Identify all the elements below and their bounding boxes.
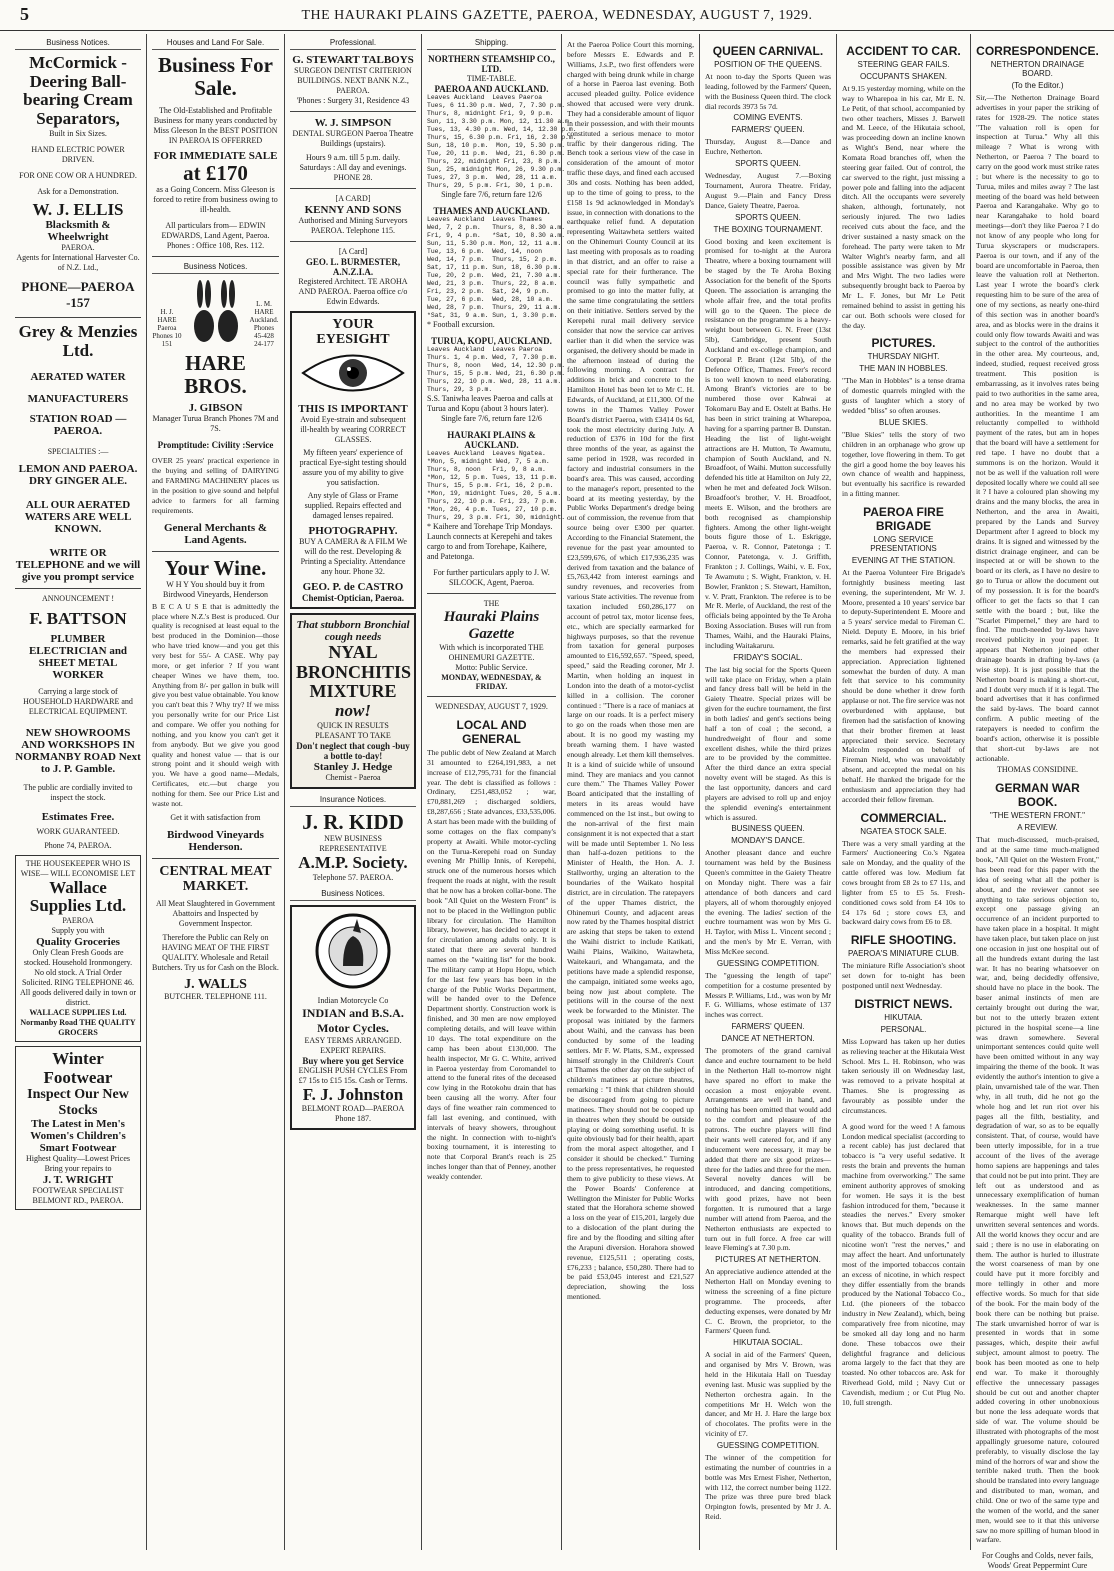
hare-left-contact: H. J. HARE Paeroa Phones 10 151 bbox=[152, 308, 182, 349]
correspondence-heading: CORRESPONDENCE. bbox=[976, 44, 1099, 58]
to-editor: (To the Editor.) bbox=[1011, 81, 1064, 90]
paeroa-auckland-heading: PAEROA AND AUCKLAND. bbox=[434, 84, 549, 94]
eyesight-experience: My fifteen years' experience of practical Eye-sight testing should assure you of my ability to give you satisfaction. bbox=[299, 447, 407, 487]
guessing-body: The "guessing the length of tape" competition for a costume presented by Messrs P. Williams, Ltd., was won by Mr F. G. Williams, whose estimate of 137 inches was correct. bbox=[705, 970, 831, 1020]
section-heading: Business Notices. bbox=[290, 889, 416, 901]
letter-signature: THOMAS CONSIDINE. bbox=[997, 765, 1078, 775]
burmester-detail: Registered Architect. TE AROHA AND PAEROA. Paeroa office c/o Edwin Edwards. bbox=[298, 277, 408, 306]
divider bbox=[15, 317, 141, 318]
sports-queen-heading-2: SPORTS QUEEN. bbox=[735, 212, 801, 222]
further-particulars: For further particulars apply to J. W. SILCOCK, Agent, Paeroa. bbox=[433, 568, 550, 587]
hare-right-contact: L. M. HARE Auckland. Phones 45-428 24-177 bbox=[249, 300, 279, 349]
netherton-dance-heading: DANCE AT NETHERTON. bbox=[721, 1034, 815, 1044]
battson-showrooms: NEW SHOWROOMS AND WORKSHOPS IN NORMANBY ROAD Next to J. P. Gamble. bbox=[15, 726, 141, 775]
turua-kopu-heading: TURUA, KOPU, AUCKLAND. bbox=[431, 336, 552, 346]
hobbles-body: "The Man in Hobbles" is a tense drama of domestic quarrels mingled with the gusts of laughter which a story of wedded "bliss" so often arouses. bbox=[842, 376, 965, 416]
friday-social-heading: FRIDAY'S SOCIAL. bbox=[733, 652, 803, 662]
all-our-waters: ALL OUR AERATED WATERS ARE WELL KNOWN. bbox=[24, 498, 132, 535]
turua-kopu-timetable: Leaves Auckland Leaves Paeroa Thurs. 1, 4 p.m. Wed, 7, 7.30 p.m. Thurs, 8, noon Wed, 14, 12.30 p.m. Thurs, 15, 5 p.m. Wed, 21, 6.30 p.m. Thurs, 22, 10 p.m. Wed, 28, 11 a.m. Thurs, 29, 3 p.m. bbox=[427, 346, 566, 393]
wallace-supplies-ad bbox=[15, 855, 141, 1042]
winter-prices: Highest Quality—Lowest Prices bbox=[26, 1154, 130, 1164]
column-professional bbox=[285, 34, 422, 1550]
divider bbox=[152, 551, 279, 552]
ngatea-body: There was a very small yarding at the Farmers' Auctioneering Co.'s Ngatea sale on Monday, and the quality of the cattle offered was low. Medium fat cows brought from £8 2s to £7 11s, and lighter from £5 to £5 5s. Fresh-conditioned cows sold from £4 10s to £4 17s 6d ; store cows £3, and backward dairy cows from £6 to £8. bbox=[842, 838, 965, 927]
kaihere-note: * Kaihere and Torehape Trip Mondays. Launch connects at Kerepehi and takes cargo to and from Torehape, Kaihere, and Patetonga. bbox=[427, 522, 553, 561]
business-sale-particulars: All particulars from— EDWIN EDWARDS, Land Agent, Paeroa. Phones : Office 108, Res. 112. bbox=[161, 221, 270, 251]
divider bbox=[427, 696, 556, 697]
hedge-name: Stanley J. Hedge bbox=[313, 760, 393, 773]
photography: PHOTOGRAPHY. bbox=[308, 524, 398, 537]
nyal-name: NYAL BRONCHITIS MIXTURE bbox=[296, 641, 412, 702]
eye-icon bbox=[298, 348, 408, 398]
rifle-heading: RIFLE SHOOTING. bbox=[850, 933, 957, 948]
talboys-detail: SURGEON DENTIST CRITERION BUILDINGS. NEXT BANK N.Z., PAEROA. bbox=[294, 66, 412, 95]
review-body: That much-discussed, much-praised, and at the same time much-maligned book, "All Quiet on the Western Front," has been read for this paper with the idea of seeing what all the pother is about, and the reviewer cannot see anything to take serious objection to, except one passage giving an occurrence of an incident purported to have taken place in a hospital. It might have taken place, but taken place on just one occasion in just one hospital out of all the hundreds extant during the last war. It has no bearing whatsoever on war, and, being decidedly offensive, should have no place in the book. The baser animal instincts of men are certainly brought out during the war, but not to the utterly brazen extent pictured in the hospital scene—a line was drawn somewhere. Several unimportant sentences could quite well have been omitted without in any way impairing the theme of the book. It was evidently the author's intention to give a plain, unvarnished tale of the war. Then why, in all truth, did he not go the whole hog and let run riot over his pages all the filth, bestiality, and degradation of war, so as to be equally consistent. That, of course, would have been utterly impossible, for in a true account of the lives of the average homo sapiens are happenings and tales that could not be put into print. They are left out as understood and as unnecessary exemplification of human weaknesses. In the same manner Remarque might well have left unwritten several sentences and words. All the world knows they occur and are said ; there is no use in elaborating on them. The author is hurled to illustrate the worst coarseness of man by one could have put it more forcibly and more tellingly in other and more effective words. So much for that side of the book. For the main body of the book there can be nothing but praise. The stark unvarnished horror of war is presented in words that in some passages, which, despite their awful subject, amount almost to poetry. The book has been mooted as one to help end war. To make it thoroughly effective the unnecessary passages should be cut out and another chapter added covering in other unobnoxious but none the less adequate words that side of war. The volume should be illustrated with photographs of the most appallingly gruesome nature, coloured preferably, to visually disclose the lay mind of the horrors of war and show the terrible naked truth. Then the book should be translated into every language and distributed to man, woman, and child. One or two of the same type and the women of the world, and the saner men, would see to it that this universe saw no more spilling of human blood in warfare. bbox=[976, 835, 1099, 1545]
hikutaia-social-body: A social in aid of the Farmers' Queen, and organised by Mrs V. Brown, was held in the Hikutaia Hall on Tuesday evening last. Music was supplied by the Netherton orchestra again. In the competitions Mr H. Welch won the dancer, and Mr H. J. Hare the large box of chocolates. The profits were in the vicinity of £7. bbox=[705, 1350, 831, 1439]
burmester-name: GEO. L. BURMESTER, A.N.Z.I.A. bbox=[305, 257, 401, 277]
photography-detail: BUY A CAMERA & A FILM We will do the rest. Developing & Printing a Speciality. Attendance any hour. Phone 32. bbox=[299, 536, 407, 576]
castro-name: GEO. P. de CASTRO bbox=[302, 580, 404, 593]
local-general-heading: LOCAL AND GENERAL bbox=[456, 718, 527, 746]
battson-trades: PLUMBER ELECTRICIAN and SHEET METAL WORKER bbox=[28, 632, 128, 681]
commercial-heading: COMMERCIAL. bbox=[860, 810, 947, 825]
kenny-name: KENNY AND SONS bbox=[304, 204, 402, 216]
taniwha-note: S.S. Taniwha leaves Paeroa and calls at Turua and Kopu (about 3 hours later). bbox=[427, 394, 553, 413]
kidd-name: J. R. KIDD bbox=[302, 809, 404, 834]
single-fare: Single fare 7/6, return fare 12/6 bbox=[441, 190, 542, 199]
specialties: SPECIALTIES :— bbox=[47, 446, 109, 456]
winter-latest: The Latest in Men's Women's Children's Smart Footwear bbox=[30, 1118, 126, 1155]
grey-menzies-title: Grey & Menzies Ltd. bbox=[18, 322, 138, 361]
wine-title: Your Wine. bbox=[164, 555, 267, 580]
hare-bros-ad bbox=[152, 278, 279, 348]
hauraki-auckland-timetable: Leaves Auckland Leaves Ngatea. *Mon, 5, midnight Wed, 7, 5 a.m. Thurs, 8, noon Fri, 9, 8 a.m. *Mon, 12, 5 p.m. Tues, 13, 11 p.m. Thurs, 15, 5 p.m. Fri, 16, 2 p.m. *Mon, 19, midnight Tues, 20, 5 a.m. Thurs, 22, 10 p.m. Fri, 23, 7 p.m. *Mon, 26, 4 p.m. Tues, 27, 10 p.m. Thurs, 29, 3 p.m. Fri, 30, midnight. bbox=[427, 450, 566, 521]
sports-queen-body: Wednesday, August 7.—Boxing Tournament, Aurora Theatre. Friday, August 9.—Plain and Fancy Dress Dance, Gaiety Theatre, Paeroa. bbox=[705, 171, 831, 210]
wine-why: W H Y You should buy it from Birdwood Vineyards, Henderson bbox=[163, 579, 268, 599]
section-heading: Business Notices. bbox=[152, 262, 279, 274]
battson-guaranteed: WORK GUARANTEED. bbox=[36, 826, 120, 836]
amp-society: A.M.P. Society. bbox=[298, 852, 408, 872]
column-local-news bbox=[562, 34, 700, 1550]
housekeeper-line: THE HOUSEKEEPER WHO IS WISE— WILL ECONOMISE LET bbox=[20, 858, 136, 878]
queen-carnival-heading: QUEEN CARNIVAL. bbox=[712, 44, 824, 58]
rabbit-icon bbox=[186, 278, 246, 348]
amp-telephone: Telephone 57. PAEROA. bbox=[312, 872, 394, 882]
accident-body: At 9.15 yesterday morning, while on the way to Wharepoa in his car, Mr E. N. Le Petit, of that school, accompanied by two other teachers, Misses J. Barwell and M. Leece, of the Hikutaia school, was proceeding down an incline known as Wight's Bend, near where the Komata Road branches off, when the steering gear failed. Out of control, the car swerved to the right, just missing a power pole and falling into the adjacent ditch. All the occupants were severely shaken, although, fortunately, not seriously injured. The two ladies received cuts about the face, and the driver sustained a nasty smack on the forehead. The party were taken to Mr Walter Wight's nearby farm, and all possible assistance was given by Mr and Mrs Wight. The two ladies were subsequently brought back to Paeroa by Mr L. F. Jones, but Mr Le Petit remained behind to assist in getting his car out. Both schools were closed for the day. bbox=[842, 84, 965, 330]
divider bbox=[152, 256, 279, 257]
johnston-name: F. J. Johnston bbox=[302, 1084, 404, 1104]
kidd-detail: NEW BUSINESS REPRESENTATIVE bbox=[319, 833, 387, 853]
battson-name: F. BATTSON bbox=[29, 608, 127, 628]
business-sale-body: The Old-Established and Profitable Business for many years conducted by Miss Gleeson In the BEST POSITION IN PAEROA IS OFFERRED bbox=[153, 106, 278, 146]
monday-dance-heading: MONDAY'S DANCE. bbox=[731, 836, 805, 846]
ellis-agents: Agents for International Harvester Co. of N.Z. Ltd., bbox=[16, 253, 140, 273]
nyal-top: That stubborn Bronchial cough needs bbox=[296, 618, 410, 643]
tobacco-body: A good word for the weed ! A famous London medical specialist (according to a recent cable) has just declared that tobacco is "a very useful sedative. It rests the brain and prevents the human machine from overworking." The same eminent authority approves of smoking for women. He says it is the best fashion introduced for them, "because it steadies the nerves." Every smoker knows that. But much depends on the quality of the tobacco. Brands full of nicotine won't "rest the nerves," and may affect the heart. And unfortunately most of the imported tobaccos contain an excess of nicotine, in which respect they differ essentially from the brands produced by the National Tobacco Co., Ltd. (the pioneers of the tobacco industry in New Zealand), which, being comparatively free from nicotine, may be smoked all day long and no harm done. These tobaccos owe their delightful fragrance and delicious aroma largely to the fact that they are toasted. No other tobaccos are. Ask for Riverhead Gold, mild ; Navy Cut or Cavendish, medium ; or Cut Plug No. 10, full strength. bbox=[842, 1121, 965, 1407]
newspaper-columns bbox=[10, 34, 1104, 1571]
eyesight-avoid: Avoid Eye-strain and subsequent ill-health by wearing CORRECT GLASSES. bbox=[300, 414, 406, 444]
eyesight-title: YOUR EYESIGHT bbox=[316, 317, 390, 348]
farmers-queen-heading: FARMERS' QUEEN. bbox=[731, 125, 805, 135]
gazette-the: THE bbox=[483, 599, 500, 608]
winter-title: Winter Footwear bbox=[43, 1048, 113, 1087]
long-service-subheading: LONG SERVICE PRESENTATIONS bbox=[870, 534, 937, 553]
divider bbox=[152, 858, 279, 859]
central-meat-title: CENTRAL MEAT MARKET. bbox=[159, 863, 272, 895]
mccormick-power: HAND ELECTRIC POWER DRIVEN. bbox=[31, 144, 125, 164]
battson-invited: The public are cordially invited to inspect the stock. bbox=[23, 782, 133, 802]
wallace-groceries: Quality Groceries bbox=[36, 935, 120, 948]
steering-subheading: STEERING GEAR FAILS. bbox=[857, 60, 950, 69]
review-subheading: A REVIEW. bbox=[1017, 823, 1058, 833]
section-heading: Shipping. bbox=[427, 38, 556, 50]
winter-inspect: Inspect Our New Stocks bbox=[27, 1087, 129, 1118]
moto-logo-text: Indian Motorcycle Co bbox=[317, 995, 389, 1005]
ellis-phone: PHONE—PAEROA -157 bbox=[21, 279, 135, 311]
simpson-phone: PHONE 28. bbox=[333, 173, 373, 182]
column-business-notices bbox=[10, 34, 147, 1550]
blue-skies-subheading: BLUE SKIES. bbox=[879, 417, 928, 427]
farmers-queen-heading-2: FARMERS' QUEEN. bbox=[731, 1022, 805, 1032]
column-houses-land bbox=[147, 34, 285, 1550]
wallace-title: Wallace Supplies Ltd. bbox=[29, 877, 127, 916]
thames-auckland-timetable: Leaves Auckland Leaves Thames Wed, 7, 2 p.m. Thurs, 8, 8.30 a.m. Fri, 9, 4 p.m. *Sat, 10, 8.30 a.m. Sun, 11, 5.30 p.m. Mon, 12, 11 a.m. Tue, 13, 6 p.m. Wed, 14, noon Wed, 14, 7 p.m. Thurs, 15, 2 p.m. Sat, 17, 11 p.m. Sun, 18, 6.30 p.m. Tue, 20, 2 p.m. Wed, 21, 7.30 a.m. Wed, 21, 3 p.m. Thurs, 22, 8 a.m. Fri, 23, 2 p.m. Sat, 24, 9 p.m. Tue, 27, 6 p.m. Wed, 28, 10 a.m. Wed, 28, 7 p.m. Thurs, 29, 11 a.m. *Sat, 31, 9 a.m. Sun, 1, 3.30 p.m. bbox=[427, 216, 566, 319]
wallace-footer: WALLACE SUPPLIES Ltd. Normanby Road THE QUALITY GROCERS bbox=[20, 1007, 136, 1037]
talboys-name: G. STEWART TALBOYS bbox=[292, 54, 414, 66]
hare-experience: OVER 25 years' practical experience in the buying and selling of DAIRYING and FARMING MACHINERY places us in the position to give sound and helpful advice to farmers for all farming requirements. bbox=[152, 456, 279, 515]
thursday-subheading: THURSDAY NIGHT. bbox=[867, 352, 940, 362]
business-sale-concern: as a Going Concern. Miss Gleeson is forced to retire from business owing to ill-health. bbox=[153, 185, 278, 215]
station-road: STATION ROAD — PAEROA. bbox=[29, 412, 127, 437]
drainage-board-subheading: NETHERTON DRAINAGE BOARD. bbox=[990, 60, 1085, 78]
nyal-neglect: Don't neglect that cough -buy a bottle to-day! bbox=[296, 740, 410, 761]
column-queen-carnival bbox=[700, 34, 837, 1550]
editorial-dateline: WEDNESDAY, AUGUST 7, 1929. bbox=[435, 702, 548, 711]
gazette-nameplate: Hauraki Plains Gazette bbox=[443, 609, 540, 642]
position-heading: POSITION OF THE QUEENS. bbox=[714, 60, 822, 69]
pictures-heading: PICTURES. bbox=[871, 336, 936, 351]
column-accident-news bbox=[837, 34, 971, 1550]
district-news-heading: DISTRICT NEWS. bbox=[854, 996, 953, 1011]
gibson-detail: Manager Turua Branch Phones 7M and 7S. bbox=[152, 414, 279, 434]
netherton-pictures-body: An appreciative audience attended at the Netherton Hall on Monday evening to witness the screening of a fine picture programme. The proceeds, after deducting expenses, were donated by Mr C. C. Brown, the proprietor, to the Farmers' Queen fund. bbox=[705, 1267, 831, 1336]
winter-footwear-ad bbox=[15, 1046, 141, 1210]
boxing-heading: THE BOXING TOURNAMENT. bbox=[713, 224, 823, 234]
hobbles-subheading: THE MAN IN HOBBLES. bbox=[859, 364, 948, 374]
section-heading: Business Notices. bbox=[15, 38, 141, 50]
northern-steamship: NORTHERN STEAMSHIP CO., LTD. bbox=[428, 54, 555, 74]
coughs-ad: For Coughs and Colds, never fails, Woods' Great Peppermint Cure bbox=[981, 1551, 1094, 1571]
netherton-pictures-heading: PICTURES AT NETHERTON. bbox=[715, 1255, 821, 1265]
nyal-quick: QUICK IN RESULTS PLEASANT TO TAKE bbox=[315, 720, 391, 740]
birdwood: Birdwood Vineyards Henderson. bbox=[167, 828, 264, 853]
mccormick-demo: Ask for a Demonstration. bbox=[37, 186, 119, 196]
newspaper-masthead-title: THE HAURAKI PLAINS GAZETTE, PAEROA, WEDNESDAY, AUGUST 7, 1929. bbox=[301, 8, 813, 23]
local-general-body: The public debt of New Zealand at March 31 amounted to £264,191,983, a net increase of £12,795,731 for the financial year. The debt is classified as follows : Ordinary, £251,483,052 ; war, £70,881,269 ; discharged soldiers, £8,287,656 ; State advances, £33,535,006. A start has been made with the building of some cottages on the flax company's property at Awaiti. While motor-cycling on the Turua-Kerepehi road on Sunday evening Mr Phillip Innis, of Kerepehi, struck one of the numerous horses which frequent the roads at night, with the result that he now has a broken collar-bone. The book "All Quiet on the Western Front" is not to be placed in the Wellington public library for circulation. The Hamilton library, however, has decided to accept it for circulation among adults only. It is stated that there are several hundred names on the "waiting list" for the book. The military camp at Hopu Hopu, which for the last few years has been in the charge of the Public Works Department, will be handed over to the Defence Department shortly. Construction work is finished, and 30 men are now employed completing details, and will leave within 10 days. The total expenditure on the camp has been about £130,000. The health inspector, Mr G. C. White, arrived in Paeroa yesterday from Coromandel to attend to the funeral rites of the deceased cow lying in the Rotokohu drain that has been causing all the worry. After four days of fine weather rain commenced to fall last evening, and continued, with intervals of heavy showers, throughout the night. In connection with to-night's boxing tournament, it is interesting to note that Corporal Brant's reach is 25 inches longer than that of Penney, another weakly contender. bbox=[427, 748, 556, 1181]
wallace-detail: Only Clean Fresh Goods are stocked. Household Ironmongery. No old stock. A Trial Order Solicited. RING TELEPHONE 46. bbox=[21, 947, 135, 987]
hare-bros-name: HARE BROS. bbox=[184, 351, 247, 399]
ellis-name: W. J. ELLIS bbox=[32, 199, 124, 219]
card-label-2: [A Card] bbox=[338, 247, 368, 256]
simpson-hours: Hours 9 a.m. till 5 p.m. daily. Saturdays : All day and evenings. bbox=[299, 153, 407, 172]
section-heading: Insurance Notices. bbox=[290, 795, 416, 807]
moto-easy: EASY TERMS ARRANGED. EXPERT REPAIRS. bbox=[304, 1035, 402, 1055]
wright-trade: FOOTWEAR SPECIALIST BELMONT RD., PAEROA. bbox=[32, 1186, 124, 1206]
coming-events-heading: COMING EVENTS. bbox=[733, 113, 803, 123]
walls-butcher: BUTCHER. TELEPHONE 111. bbox=[164, 991, 267, 1001]
business-queen-heading: BUSINESS QUEEN. bbox=[731, 824, 805, 834]
talboys-phones: 'Phones : Surgery 31, Residence 43 bbox=[296, 96, 410, 105]
section-heading: Houses and Land For Sale. bbox=[152, 38, 279, 50]
nyal-ad bbox=[290, 613, 416, 789]
guessing-heading: GUESSING COMPETITION. bbox=[716, 958, 820, 968]
column-shipping bbox=[422, 34, 577, 1550]
blue-skies-body: "Blue Skies" tells the story of two children in an orphanage who grow up together, love flowering in them. To get the girl a good home the boy leaves his own chance of wealth and happiness, but eventually his sacrifice is rewarded in a fitting manner. bbox=[842, 429, 965, 499]
netherton-dance-body: The promoters of the grand carnival dance and euchre tournament to be held in the Netherton Hall to-morrow night have spared no effort to make the occasion a most enjoyable event. Arrangements are well in hand, and nothing has been omitted that would add to the comfort and pleasure of the patrons. The euchre players will find their wants well catered for, and if any inducement were necessary, it may be added that there are six good prizes—three for the ladies and three for the men. Several novelty dances will be introduced, and dancing competitions, with good prizes, have not been forgotten. It is rumoured that a large number will attend from Paeroa, and the Netherton enthusiasts are expected to turn out in full force. A free car will leave Fleming's at 7.30 p.m. bbox=[705, 1046, 831, 1253]
wine-body: B E C A U S E that is admittedly the place where N.Z.'s Best is produced. Our quality is recognised at least equal to the best produced in the Dominion—those who have tried know—and you get this very best for 55/- A CASE. Why pay more, or get inferior ? If you want cheaper Wines we have them, too. Anything from 8/- per gallon in bulk will give you best value obtainable. You know you can't beat this ? Why try? If we miss you personally write for our Price List and compare. We offer you nothing for nothing, and you know you can't get it from anybody. But we give you good quality and honest value — that is our strong point and it should weigh with you. We have a good name—Medals, Certificates, etc.—but charge you nothing for them. See our Price List and waste not. bbox=[152, 601, 279, 808]
aerated-water: AERATED WATER bbox=[30, 370, 126, 383]
monday-dance-body: Another pleasant dance and euchre tournament was held by the Business Queen's committee in the Gaiety Theatre on Monday night. There was a fair attendance of both dancers and card players, all of whom thoroughly enjoyed the evening. The ladies' section of the euchre tournament was won by Mrs G. H. Taylor, with Miss L. Vincent second ; and the men's by Mr E. Verran, with Miss McKee second. bbox=[705, 848, 831, 957]
gazette-motto: Motto: Public Service. bbox=[455, 663, 528, 672]
hikutaia-social-heading: HIKUTAIA SOCIAL. bbox=[733, 1338, 803, 1348]
divider bbox=[15, 588, 141, 589]
divider bbox=[290, 111, 416, 112]
boxing-body: Good boxing and keen excitement is promised for to-night at the Aurora Theatre, where a boxing tournament will be staged by the Te Aroha Boxing Association for the benefit of the Sports Queen. The association is arranging the whole affair free, and the total profits will go to the Queen. The piece de resistance on the programme is a heavy-weight bout between G. N. Freer (13st 5lb), Cambridge, present South Auckland and ex-college champion, and Corporal P. Brant (12st 5lb), of the Defence Office, Thames. Freer's record is too well known to need elaborating. Among Brant's victories are to be numbered those over Kahwai at Tokomaru Bay and E. Ostelt at Baths. He has been in strict training at Wharepoa, having for a sparring partner B. Dunstan. Heading the list of light-weight attractions are H. Mutton, Te Awamutu, champion of South Auckland, and N. Broadfoot, of Waihi. Mutton successfully defended his title at Hamilton on July 22, when he met and defeated Jock Wilson. Broadfoot's brother, V. H. Broadfoot, meets E. Wilson, and the brothers are both recognised as championship fighters. Among the other light-weight bouts figure those of L. Eskrigge, Paeroa, v. R. Connor, Patetonga ; T. Connor, Patetonga, v. J. Griffith, Frankton ; J. Collings, Waihi, v. E. Fox, Te Awamutu ; S. Wight, Frankton, v. H. Bowler, Frankton ; S. Stewart, Hamilton, v. V. Pratt, Frankton. The referee is to be Mr R. Merle, of Auckland, the rest of the officials being appointed by the Te Aroha Boxing Association. Buses will run from Thames, Waihi, and the Hauraki Plains, including Waitakaruru. bbox=[705, 236, 831, 650]
eyesight-ad bbox=[290, 311, 416, 609]
masthead bbox=[0, 0, 1114, 31]
personal-subheading: PERSONAL. bbox=[880, 1024, 927, 1034]
kenny-detail: Authorised and Mining Surveyors PAEROA. Telephone 115. bbox=[298, 216, 408, 235]
wallace-delivery: All goods delivered daily in town or district. bbox=[20, 987, 136, 1007]
section-heading: Professional. bbox=[290, 38, 416, 50]
fire-brigade-body: At the Paeroa Volunteer Fire Brigade's fortnightly business meeting last evening, the superintendent, Mr W. J. Moore, presented a 10 years' service bar to deputy-Superintendent E. Moore and a 5 years' service medal to Fireman C. Nield. Deputy E. Moore, in his brief remarks, said he felt gratified at the way the members had expressed their appreciation. Appreciation lightened somewhat the burden of duty. A man felt that service to his community should be done whether it drew forth applause or not. The fire service was not overburdened with applause, but firemen had the satisfaction of knowing that their brother firemen at least appreciated their service. Secretary Malcolm responded on behalf of Fireman Nield, who was unavoidably absent, and accepted the medal on his behalf. He thanked the brigade for the enthusiasm and appreciation they had accorded their fellow fireman. bbox=[842, 567, 966, 804]
gazette-incorporated: With which is incorporated THE OHINEMURI GAZETTE. bbox=[439, 643, 544, 662]
miniature-subheading: PAEROA'S MINIATURE CLUB. bbox=[847, 949, 960, 959]
divider bbox=[290, 188, 416, 189]
sports-queen-heading: SPORTS QUEEN. bbox=[735, 159, 801, 169]
card-label: [A CARD] bbox=[335, 194, 371, 203]
german-war-book-heading: GERMAN WAR BOOK. bbox=[995, 781, 1080, 810]
johnston-detail: BELMONT ROAD—PAEROA Phone 187. bbox=[301, 1104, 405, 1124]
manufacturers: MANUFACTURERS bbox=[27, 392, 129, 405]
meat-body: All Meat Slaughtered in Government Abattoirs and Inspected by Government Inspector. bbox=[155, 898, 276, 928]
simpson-detail: DENTAL SURGEON Paeroa Theatre Buildings (upstairs). bbox=[292, 129, 414, 148]
wine-get: Get it with satisfaction from bbox=[170, 812, 261, 822]
meat-therefore: Therefore the Public can Rely on HAVING MEAT OF THE FIRST QUALITY. Wholesale and Retail Butchers. Try us for Cash on the Block. bbox=[152, 932, 279, 972]
letter-body: Sir,—The Netherton Drainage Board advertises in your paper the striking of rates for 1928-29. The notice states "The valuation roll is open for inspection at Turua." Why all this mileage ? What is wrong with Netherton, or Paeroa ? The board to carry on the good work must strike rates ; but where is the necessity to go to Turua, miles and miles away ? The last meeting of the board was held between Paeroa and Karangahake. Why go to near Karangahake to hold board meetings—don't they like Paeroa ? I do not know of any people who long for Turua skyscrapers or mudscrapers. Paeroa is our town, and if any of the board are uncomfortable in Paeroa, then leave the valuation roll at Netherton. Last year I wrote the board's clerk requesting him to be sure of the area of one of my sections, as nearly one-third of this section was in another board's area, and as blocks were in the drains it could only flow towards Awaiti and was subject to the control of the authorities in the other area. My courteous, and, indeed, studied, request received gross treatment. This position is embarrassing, as it involves rates being paid to two authorities in the same area, and no area may be worked by two authorities. In the meantime I am reluctantly compelled to withhold payment of the rates, but am in hopes that the board will have a settlement for red tape. I have no doubt that a summons is on the horizon. Would it not be as well if the valuation roll were deposited locally where we could all see it ? I have a coloured plan showing my drains and the many blocks, the area in Netherton, and the area in Awaiti, prepared by the Lands and Survey Department after I agreed to block my drains. It is signed and witnessed by the district drainage engineer, and can be inspected at or will be shown to the board or its clerk, as I have no desire to go to Turua or allow the document out of my possession. It is for the board's officer to get the facts so that I can settle with the board ; but, like the "Scarlet Pimpernel," they are hard to find. The much-needed by-laws have received publicity in your paper. It appears that Netherton joined other drainage boards in drafting by-laws (a wise step). It is just possible that the Netherton board is making a short-cut, and I doubt very much if it is legal. The board advertises that it has confirmed the said by-laws. The board cannot confirm. A public meeting of the ratepayers is needed to confirm the board's action, otherwise it is possible that short-cut by-laws are not actionable. bbox=[976, 93, 1099, 763]
gazette-days: MONDAY, WEDNESDAY, & FRIDAY. bbox=[441, 673, 542, 691]
accident-heading: ACCIDENT TO CAR. bbox=[846, 44, 961, 58]
divider bbox=[427, 593, 556, 594]
wallace-town: PAEROA bbox=[62, 915, 94, 925]
ellis-trade: Blacksmith & Wheelwright bbox=[45, 219, 111, 244]
position-body: At noon to-day the Sports Queen was leading, followed by the Farmers' Queen, with the Business Queen third. The clock dial records 3973 5s 7d. bbox=[705, 72, 831, 111]
football-excursion: * Football excursion. bbox=[427, 320, 495, 329]
mccormick-cows: FOR ONE COW OR A HUNDRED. bbox=[19, 170, 137, 180]
hedge-sub: Chemist - Paeroa bbox=[325, 772, 381, 782]
battson-estimates: Estimates Free. bbox=[41, 810, 115, 823]
business-sale-price: at £170 bbox=[183, 161, 248, 186]
ngatea-subheading: NGATEA STOCK SALE. bbox=[860, 826, 947, 836]
rifle-body: The miniature Rifle Association's shoot set down for to-night has been postponed until next Wednesday. bbox=[842, 961, 965, 991]
mccormick-ad-title: McCormick - Deering Ball-bearing Cream Separators, bbox=[23, 53, 133, 129]
fire-brigade-heading: PAEROA FIRE BRIGADE bbox=[863, 504, 944, 533]
hikutaia-subheading: HIKUTAIA. bbox=[884, 1012, 923, 1022]
guessing-body-2: The winner of the competition for estimating the number of countries in a bottle was Mrs Ernest Fisher, Netherton, with 112, the correct number being 1122. The prize was three pure bred black Orpington fowls, presented by Mr J. A. Reid. bbox=[705, 1452, 831, 1522]
battson-stock: Carrying a large stock of HOUSEHOLD HARDWARE and ELECTRICAL EQUIPMENT. bbox=[23, 686, 133, 716]
castro-title: Chemist-Optician, Paeroa. bbox=[301, 592, 405, 603]
occupants-subheading: OCCUPANTS SHAKEN. bbox=[860, 72, 947, 81]
indian-bsa: INDIAN and B.S.A. Motor Cycles. bbox=[302, 1005, 404, 1035]
guessing-heading-2: GUESSING COMPETITION. bbox=[716, 1440, 820, 1450]
paeroa-auckland-timetable: Leaves Auckland Leaves Paeroa Tues, 6 11.30 p.m. Wed, 7, 7.30 p.m. Thurs, 8, midnight Fri, 9, 9 p.m. Sun, 11, 3.30 p.m. Mon, 12, 11.30 a.m. Tues, 13, 4.30 p.m. Wed, 14, 12.30 p.m. Thurs, 15, 6.30 p.m. Fri, 16, 2.30 p.m. Sun, 18, 10 p.m. Mon, 19, 5.30 p.m. Tue, 20, 11 p.m. Wed, 21, 6.30 p.m. Thurs, 22, midnight Fri, 23, 8 p.m. Sun, 25, midnight Mon, 26, 9.30 p.m. Tues, 27, 3 p.m. Wed, 28, 11 a.m. Thurs, 29, 5 p.m. Fri, 30, 1 p.m. bbox=[427, 94, 577, 189]
personal-body: Miss Lopward has taken up her duties as relieving teacher at the Hikutaia West School. Mrs L. H. Robinson, who was taken seriously ill on Wednesday last, was removed to a private hospital at Thames. She is progressing as favourably as possible under the circumstances. bbox=[842, 1036, 965, 1115]
push-cycles: ENGLISH PUSH CYCLES From £7 15s to £15 15s. Cash or Terms. bbox=[298, 1065, 408, 1085]
battson-phone: Phone 74, PAEROA. bbox=[44, 840, 112, 850]
western-front-subheading: "THE WESTERN FRONT." bbox=[989, 811, 1085, 821]
divider bbox=[290, 241, 416, 242]
farmers-queen-body: Thursday, August 8.—Dance and Euchre, Netherton. bbox=[705, 137, 831, 157]
indian-head-logo-icon bbox=[313, 911, 393, 991]
business-sale-immediate: FOR IMMEDIATE SALE bbox=[153, 150, 278, 163]
business-sale-title: Business For Sale. bbox=[158, 53, 273, 101]
eyesight-frame: Any style of Glass or Frame supplied. Repairs effected and damaged lenses repaired. bbox=[304, 490, 402, 520]
wallace-supply: Supply you with bbox=[51, 925, 105, 935]
lemon-ginger: LEMON AND PAEROA. DRY GINGER ALE. bbox=[18, 462, 138, 487]
mccormick-sizes: Built in Six Sizes. bbox=[49, 128, 107, 138]
wright-name: J. T. WRIGHT bbox=[42, 1174, 114, 1187]
evening-station-subheading: EVENING AT THE STATION. bbox=[851, 555, 956, 565]
gibson-name: J. GIBSON bbox=[188, 402, 243, 415]
write-telephone: WRITE OR TELEPHONE and we will give you prompt service bbox=[15, 546, 141, 583]
indian-motorcycle-ad bbox=[290, 905, 416, 1131]
thames-auckland-heading: THAMES AND AUCKLAND. bbox=[433, 206, 550, 216]
hauraki-auckland-heading: HAURAKI PLAINS & AUCKLAND. bbox=[447, 430, 536, 450]
ellis-town: PAEROA. bbox=[61, 243, 95, 253]
column-correspondence bbox=[971, 34, 1104, 1571]
promptitude: Promptitude: Civility :Service bbox=[157, 440, 274, 451]
nyal-now: now! bbox=[335, 701, 371, 721]
winter-repairs: Bring your repairs to bbox=[44, 1164, 112, 1174]
simpson-name: W. J. SIMPSON bbox=[314, 117, 392, 129]
general-merchants: General Merchants & Land Agents. bbox=[163, 521, 268, 546]
announcement: ANNOUNCEMENT ! bbox=[41, 593, 115, 603]
page-number: 5 bbox=[20, 4, 29, 24]
friday-social-body: The last big social for the Sports Queen will take place on Friday, when a plain and fancy dress ball will be held in the Gaiety Theatre. Special prizes will be given for the euchre tournament, the first in both ladies' and gent's sections being half a ton of coal ; the second, a hundredweight of flour and some excellent dishes, while the third prizes are to be provided by the committee. After the third dance an extra special novelty event will be staged. As this is the last opportunity, dancers and card players are advised to roll up and enjoy the splendid evening's entertainment which is assured. bbox=[705, 664, 831, 822]
local-news-body: At the Paeroa Police Court this morning, before Messrs E. Edwards and P. Williams, J.s.P., two first offenders were charged with being drunk while in charge of a horse in Paeroa last evening. Both accused pleaded guilty. Police evidence showed that accused were very drunk. They had a considerable amount of liquor in their possession, and with their mounts constituted a serious menace to motor traffic by their dangerous riding. The Bench took a serious view of the case in consideration of the amount of motor traffic these days, and fined each accused 30s and costs. Nothing has been added, up to the time of going to press, to the £158 1s 9d acknowledged in Monday's issue, in connection with donations to the earthquake relief fund. A deputation representing Waitawheta settlers waited on the Ohinemuri County Council at its last meeting with proposals as to roading in that district, and an offer to raise a special rate for their furtherance. The council was fully sympathetic and promised to go into the matter fully, at the same time congratulating the settlers on their initiative. Settlers served by the Kerepehi rural mail delivery service consider that now the service car arrives earlier than it did when the service was organised, the delivery should be made in the afternoon instead of during the following morning. A contract for additions in brick and concrete to the Hamilton Hotel has been let to Mr C. H. Edwards, of Auckland, at £11,300. Of the towns in the Thames Valley Power Board's district Paeroa, with £3414 0s 6d, took the most electricity during July. A reduction of £376 in 10d for the first three months of the year, as against the same period in 1928, was recorded in factory and industrial consumers in the board's area. This was caused, according to the manager's report, presented to the board at its meeting yesterday, by the Public Works Department's dredge being out of commission, the revenue from that source being over £300 per quarter. According to the Financial Statement, the revenue for the past year amounted to £23,599,676, of which £17,936,235 was derived from taxation and the balance of £5,763,442 from interest earnings and sundry revenues, and recoveries from various State activities. The revenue from taxation included £60,286,177 on account of petrol tax, motor license fees, etc., which are specially earmarked for highways purposes, so that the revenue from taxation for general purposes amounted to £16,592,657. "Speed, speed, speed," said the Reading coroner, Mr J. Martin, when holding an inquest in London into the death of a motor-cyclist killed in a collision. The coroner continued : "There is a race of maniacs at large on our roads. It is a perfect misery to go on the roads when those men are about. It is no good my wasting my breath warning them. I have wasted enough already. Let them kill themselves. It is a kind of suicide while of unsound mind. They are maniacs and you cannot cure them." The Thames Valley Power Board anticipated that the installing of meters in its areas would have commenced on the 1st inst., but owing to the non-arrival of the first main consignment it is not expected that a start will be made until September 1. No less than half-a-dozen petitions to the Minister of Health, the Hon. A. J. Stallworthy, urging an alteration to the boundaries of the Waikato hospital district, are in circulation. The ratepayers of the upper Thames district, the Ohinemuri County, and adjacent areas now rated by the Thames hospital district are asking that steps be taken to extend the Waihi district to include Katikati, Waihi Plains, Waikino, Waitawheta, Waitekauri, and Whangamata, and the petitions have made a splendid response, the campaign, initiated some weeks ago, being now just about complete. The petitions will in the course of the next week be forwarded to the Minister. The proposal was initiated by the farmers about Waihi, and the canvass has been conducted by some of the leading settlers. Mr F. W. Platts, S.M., expressed himself strongly in the Children's Court at Thames the other day on the subject of children's matinees at picture theatres, remarking : "I think that children should be discouraged from going to picture matinees. They should not be cooped up in theatres when they should be outside playing or doing something useful. It is quite obviously bad for their health, apart from the moral aspect altogether, and I consider it should be checked." Turning to the press representatives, he requested them to give publicity to these views. At the Power Boards' Conference at Wellington the Minister for Public Works stated that the Horahora scheme showed a loss on the year of £15,201, largely due to a dislocation of the plant during the fire and by the flooding and silting after the Arapuni diversion. Horahora showed revenue, £125,511 ; operating costs, £76,233 ; balance, £50,280. There had to be paid £53,045 interest and £21,527 depreciation, showing the loss mentioned. bbox=[567, 40, 694, 1302]
walls-name: J. WALLS bbox=[184, 976, 247, 992]
eyesight-important: THIS IS IMPORTANT bbox=[298, 402, 408, 415]
single-fare-2: Single fare 7/6, return fare 12/6 bbox=[441, 414, 542, 423]
moto-service: Buy where you get Service bbox=[302, 1055, 404, 1066]
timetable-heading: TIME-TABLE. bbox=[466, 74, 517, 83]
